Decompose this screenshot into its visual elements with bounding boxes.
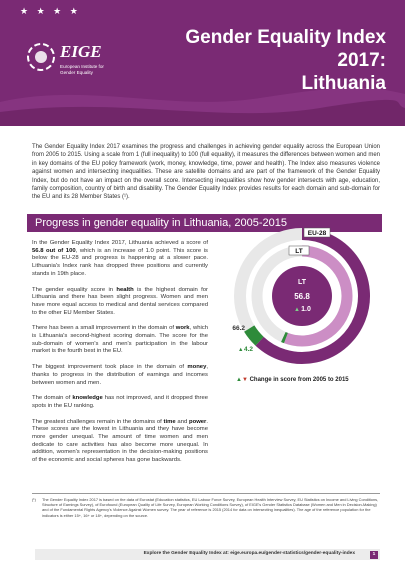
bold-domain-time: time <box>163 418 176 425</box>
footnote <box>32 497 380 518</box>
chart-legend <box>236 377 349 383</box>
legend-label: Change in score from 2005 to 2015 <box>249 377 349 383</box>
center-score-label: 56.8 <box>294 292 310 301</box>
bold-domain-money: money <box>187 364 207 371</box>
text-span: , thanks to progress in the distribution of earnings and incomes between women and men. <box>32 364 208 386</box>
text-span: In the Gender Equality Index 2017, Lithuania achieved a score of <box>32 240 208 246</box>
center-change-label: 1.0 <box>301 306 311 313</box>
text-span: The greatest challenges remain in the domains of <box>32 418 164 425</box>
text-span: and <box>175 418 189 425</box>
title-line-1: Gender Equality Index 2017: <box>185 27 386 71</box>
paragraph-overall-score <box>32 240 208 279</box>
footnote-marker: (¹) <box>32 497 36 502</box>
text-span: , which is an increase of 1.0 point. This score is below the EU-28 and progress is happening at a slower pace. Lithuania's Index rank has dropped three positions and currently stands in 19th place. <box>32 247 209 277</box>
bold-domain-power: power <box>189 418 207 425</box>
paragraph-knowledge <box>32 395 208 410</box>
footnote-divider <box>32 493 380 494</box>
lt-change-arc <box>283 337 286 338</box>
text-span: . These scores are the lowest in Lithuania and they have become more gender unequal. The amount of time women and men dedicate to care activities has also become more unequal. In addition, women's representation in the decision-making positions of the economic and social spheres has gone backwards. <box>32 418 208 464</box>
center-lt-label: LT <box>297 279 307 286</box>
eu-change-label: 4.2 <box>244 345 254 353</box>
section-title: Progress in gender equality in Lithuania, 2005-2015 <box>35 217 287 229</box>
text-span: is the highest domain for Lithuania and there has been slight progress. Women and men have more equal access to medical and dental services compared to the other EU Member States. <box>32 286 208 316</box>
text-span: The gender equality score in <box>32 286 117 293</box>
bold-score: 56.8 out of 100 <box>32 247 76 254</box>
bottom-bar <box>35 549 380 560</box>
text-span: has not improved, and it dropped three spots in the EU ranking. <box>32 395 209 409</box>
page-number: 1 <box>370 551 378 559</box>
eu-series-label: EU-28 <box>307 229 327 237</box>
explore-link-text[interactable]: Explore the Gender Equality Index at: eige.europa.eu/gender-statistics/gender-equality-index <box>143 551 355 556</box>
eu-arrow-up-icon: ▲ <box>238 346 244 353</box>
arrow-down-icon: ▼ <box>241 377 248 383</box>
footnote-text: The Gender Equality Index 2017 is based on the data of Eurostat (Education statistics, EU Labour Force Survey, European Health Interview Survey, EU Statistics on Income and Living Conditions, Structure of Earnings Survey), of Eurofound (European Quality of Life Survey, European Working Conditions Survey), of EIGE's Gender Statistics Database (Women and Men in Decision-Making) and of the Fundamental Rights Agency's Violence Against Women survey. The year of reference is 2015 (2014 for data on intersecting inequalities). The age of the reference population for the indicators is either 15+, 16+ or 18+, depending on the source. <box>42 497 379 518</box>
arrow-up-icon: ▲ <box>236 377 242 383</box>
header-banner <box>0 0 405 126</box>
text-span: , which is Lithuania's second-highest scoring domain. The score for the sub-domain of women's and men's participation in the labour market is the fourth best in the EU. <box>32 325 208 355</box>
lt-series-label: LT <box>295 247 303 255</box>
page-title <box>150 26 386 95</box>
text-span: There has been a small improvement in the domain of <box>32 325 176 332</box>
stars-decoration: ★ ★ ★ ★ <box>20 6 81 16</box>
bold-domain-health: health <box>116 286 134 293</box>
eige-logo: EIGE <box>60 42 102 61</box>
bold-domain-work: work <box>175 325 190 332</box>
text-span: The domain of <box>32 395 73 402</box>
eige-logo-subtitle: European Institute for Gender Equality <box>60 64 104 75</box>
paragraph-work <box>32 325 208 356</box>
paragraph-health <box>32 287 208 318</box>
eu-value-label: 66.2 <box>232 324 246 332</box>
text-span: The biggest improvement took place in the domain of <box>32 364 188 371</box>
eu-change-arc <box>249 329 259 342</box>
score-donut-chart <box>210 212 390 368</box>
body-text-column <box>32 240 208 473</box>
center-arrow-up-icon: ▲ <box>294 307 300 313</box>
bold-domain-knowledge: knowledge <box>72 395 103 402</box>
title-line-2: Lithuania <box>301 73 386 94</box>
paragraph-money <box>32 364 208 387</box>
eige-logo-icon <box>24 40 58 74</box>
paragraph-time-power <box>32 419 208 465</box>
intro-paragraph: The Gender Equality Index 2017 examines the progress and challenges in achieving gender equality across the European Union from 2005 to 2015. Using a scale from 1 (full inequality) to 100 (full equality), it measures the differences between women and men in key domains of the EU policy framework (work, money, knowledge, time, power and health). The Index also measures violence against women and intersecting inequalities. These are satellite domains and are part of the framework of the Gender Equality Index, but do not have an impact on the overall score. Intersecting inequalities show how gender intersects with age, education, family composition, country of birth and disability. The Gender Equality Index provides results for each domain and sub-domain for the EU and its 28 Member States (¹). <box>32 144 380 201</box>
